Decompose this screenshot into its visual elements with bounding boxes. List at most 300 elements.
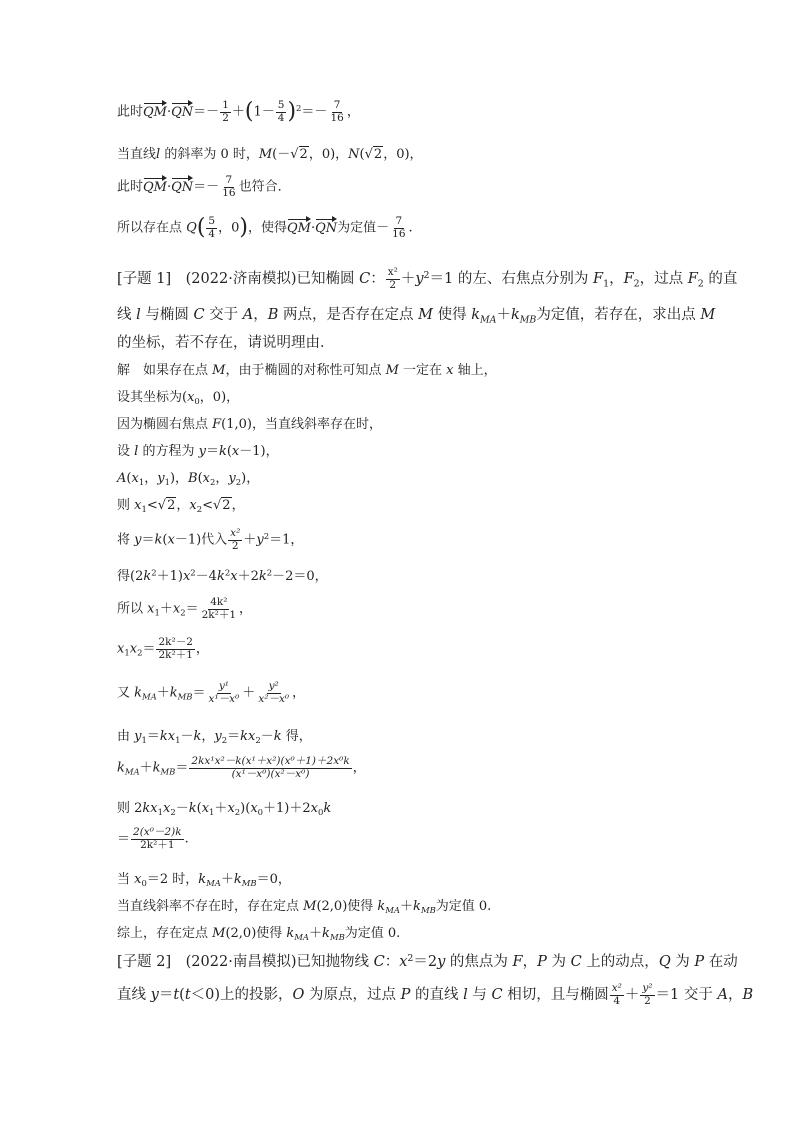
- fraction: [640, 983, 654, 1007]
- text: (: [226, 444, 232, 459]
- text: 解 如果存在点: [117, 363, 213, 378]
- var: C: [193, 307, 205, 323]
- var: k: [413, 899, 421, 914]
- text: ＝: [185, 601, 199, 617]
- solution-line: [117, 440, 279, 459]
- denominator: 2: [644, 994, 651, 1007]
- text: －4: [195, 569, 217, 584]
- sqrt: √2: [212, 498, 231, 513]
- text: 所以: [117, 601, 148, 617]
- text: (: [162, 532, 168, 548]
- var: k: [198, 872, 207, 887]
- text: ＋: [156, 685, 170, 701]
- var: x: [446, 363, 454, 378]
- text: ：: [370, 271, 385, 288]
- text: 得(2: [117, 569, 144, 584]
- var: F: [687, 271, 698, 288]
- vector-qm: QM: [143, 177, 167, 195]
- text: 一定在: [398, 363, 447, 378]
- var: kx: [142, 801, 158, 816]
- denominator: x²－x⁰: [258, 692, 290, 705]
- vector-qm: QM: [143, 102, 167, 120]
- var: k: [510, 307, 520, 323]
- subscript: 0: [194, 395, 200, 406]
- solution-line: [117, 467, 259, 487]
- text: 设其坐标为(: [117, 390, 188, 405]
- var: x: [117, 641, 125, 657]
- text: ＋: [400, 271, 416, 288]
- var: l: [463, 987, 468, 1004]
- var: y: [134, 532, 142, 548]
- var: kx: [159, 729, 176, 744]
- var: B: [267, 307, 279, 323]
- numerator: 2(x⁰－2)k: [133, 826, 182, 838]
- text: ，: [352, 760, 366, 776]
- subscript: 1: [124, 647, 130, 658]
- fraction: [610, 983, 624, 1007]
- var: x: [189, 498, 197, 513]
- text: ，0: [218, 220, 240, 236]
- var: N: [348, 147, 360, 162]
- subproblem-1-line2: [117, 303, 715, 325]
- var: x: [182, 569, 191, 584]
- subscript: 2: [180, 607, 186, 618]
- text: ＋: [220, 872, 234, 887]
- exponent: 2: [190, 567, 196, 578]
- text: [子题 1] (2022·济南模拟)已知椭圆: [117, 271, 360, 288]
- text: ，使得: [247, 220, 287, 236]
- var: F: [212, 417, 222, 432]
- var: A: [117, 471, 127, 486]
- text: 交于: [204, 307, 243, 323]
- text: ＝: [158, 987, 174, 1004]
- text: 当直线斜率不存在时，存在定点: [117, 899, 304, 914]
- var: F: [623, 271, 634, 288]
- subscript: MB: [329, 931, 345, 942]
- line-also-fits: [117, 175, 291, 199]
- text: ＝: [205, 444, 219, 459]
- var: y: [150, 987, 159, 1004]
- solution-line: [117, 528, 303, 552]
- text: ＋: [309, 926, 323, 941]
- var: y: [228, 471, 236, 486]
- fraction: [328, 100, 345, 124]
- vector-qn: QN: [171, 177, 193, 195]
- exponent: 2: [151, 567, 157, 578]
- text: (: [196, 801, 202, 816]
- var: M: [212, 363, 226, 378]
- text: 线: [117, 307, 137, 323]
- solution-line: [117, 565, 328, 584]
- numerator: y²: [268, 680, 279, 692]
- text: ＋2: [237, 569, 259, 584]
- var: t: [184, 987, 191, 1004]
- numerator: 1: [222, 99, 229, 111]
- text: －1)代入: [174, 532, 228, 548]
- solution-line: [117, 797, 331, 817]
- var: C: [373, 954, 385, 970]
- text: ＋: [496, 307, 511, 323]
- text: ，由于椭圆的对称性可知点: [225, 363, 386, 378]
- text: .: [408, 220, 413, 236]
- text: ，: [144, 471, 158, 486]
- text: 为原点，过点: [304, 987, 401, 1004]
- var: l: [156, 147, 161, 162]
- text: －: [175, 801, 189, 816]
- var: k: [273, 729, 282, 744]
- var: x: [187, 390, 195, 405]
- text: ：: [384, 954, 400, 970]
- exponent: 2: [407, 952, 414, 964]
- text: ·: [166, 104, 172, 120]
- var: C: [570, 954, 582, 970]
- subscript: MA: [142, 691, 157, 702]
- text: 相切，且与椭圆: [502, 987, 609, 1004]
- denominator: (x¹－x⁰)(x²－x⁰): [231, 767, 310, 780]
- var: k: [152, 760, 161, 776]
- subscript: 1: [141, 503, 147, 514]
- subscript: 2: [633, 278, 640, 290]
- numerator: 2k²－2: [158, 636, 193, 648]
- subscript: 1: [157, 806, 163, 817]
- solution-line: [117, 725, 312, 745]
- text: 设: [117, 444, 135, 459]
- text: ＜0)上的投影，: [190, 987, 293, 1004]
- denominator: 16: [330, 111, 344, 124]
- paren: ): [239, 215, 248, 241]
- text: ，: [176, 498, 190, 513]
- text: (: [359, 147, 365, 162]
- var: O: [292, 987, 305, 1004]
- denominator: 2: [231, 539, 239, 552]
- solution-line: [117, 637, 209, 661]
- text: 直线: [117, 987, 151, 1004]
- text: ＝: [142, 641, 156, 657]
- subscript: 2: [235, 476, 242, 487]
- text: ＝1 交于: [655, 987, 718, 1004]
- paren: ): [287, 99, 297, 125]
- var: x: [167, 532, 175, 548]
- vector-qn: QN: [171, 102, 193, 120]
- var: k: [322, 926, 330, 941]
- text: 的方程为: [138, 444, 199, 459]
- radicand: 2: [373, 147, 383, 162]
- solution-line: [117, 681, 305, 705]
- text: 当: [117, 872, 135, 887]
- text: )，: [241, 471, 260, 486]
- subproblem-1-statement: [117, 267, 737, 291]
- var: k: [216, 569, 225, 584]
- text: 此时: [117, 104, 144, 120]
- denominator: 4: [208, 227, 216, 240]
- text: 又: [117, 685, 135, 701]
- exponent: 2: [224, 567, 231, 578]
- text: 因为椭圆右焦点: [117, 417, 213, 432]
- numerator: 7: [225, 174, 233, 186]
- numerator: 5: [277, 99, 285, 111]
- fraction: [390, 216, 407, 240]
- exponent: 2: [266, 567, 273, 578]
- text: 将: [117, 532, 135, 548]
- text: ＋: [624, 987, 640, 1004]
- numerator: x²: [230, 527, 241, 539]
- fraction: [207, 681, 242, 705]
- var: k: [169, 685, 178, 701]
- var: x: [131, 471, 139, 486]
- text: ，: [346, 104, 360, 120]
- denominator: 2: [222, 111, 229, 124]
- var: P: [694, 954, 705, 970]
- fraction: [206, 216, 217, 240]
- text: ＋: [159, 601, 173, 617]
- numerator: 4k²: [210, 596, 228, 608]
- text: ，: [522, 954, 538, 970]
- var: k: [286, 926, 295, 941]
- text: ＋: [242, 685, 256, 701]
- radicand: 2: [222, 498, 231, 513]
- text: .: [184, 831, 189, 847]
- text: ＝2: [413, 954, 438, 970]
- subscript: MA: [294, 931, 310, 942]
- text: ，: [201, 729, 215, 744]
- subscript: MA: [480, 314, 497, 326]
- text: 为定值 0.: [435, 899, 492, 914]
- subscript: 0: [318, 806, 324, 817]
- text: 为: [546, 954, 571, 970]
- var: y: [134, 729, 142, 744]
- text: ，过点: [639, 271, 688, 288]
- text: (: [126, 471, 132, 486]
- fraction: [386, 267, 400, 291]
- fraction: [228, 528, 242, 552]
- subscript: MA: [124, 766, 140, 777]
- var: x: [250, 801, 258, 816]
- var: A: [717, 987, 728, 1004]
- radicand: 2: [167, 498, 176, 513]
- text: )(: [240, 801, 251, 816]
- text: ＝－: [193, 179, 220, 195]
- fraction: [189, 756, 351, 780]
- text: 轴上，: [453, 363, 497, 378]
- text: (: [197, 471, 203, 486]
- var: l: [136, 307, 141, 323]
- subscript: 2: [170, 806, 176, 817]
- var: F: [512, 954, 523, 970]
- text: ＝0，: [256, 872, 291, 887]
- var: Q: [658, 954, 671, 970]
- subscript: 1: [209, 806, 215, 817]
- numerator: x²: [387, 266, 398, 278]
- subproblem-2-line2: [117, 983, 753, 1007]
- subscript: MB: [177, 691, 193, 702]
- var: x: [163, 801, 171, 816]
- subproblem-2-statement: [117, 950, 738, 971]
- var: x: [147, 601, 155, 617]
- text: ＝－: [301, 104, 328, 120]
- text: ，: [239, 601, 253, 617]
- text: ＋: [231, 104, 245, 120]
- numerator: 7: [395, 215, 403, 227]
- var: M: [385, 363, 399, 378]
- fraction: [220, 100, 231, 124]
- text: ，: [292, 685, 306, 701]
- numerator: y²: [642, 982, 653, 994]
- var: A: [242, 307, 254, 323]
- text: ＝: [227, 729, 241, 744]
- var: y: [415, 271, 424, 288]
- text: 的直: [703, 271, 738, 288]
- numerator: 5: [208, 215, 216, 227]
- var: C: [359, 271, 371, 288]
- subscript: 0: [257, 806, 264, 817]
- subscript: 1: [141, 734, 147, 745]
- var: k: [143, 569, 152, 584]
- text: 为: [670, 954, 695, 970]
- solution-line: [117, 413, 382, 432]
- denominator: 2k²＋1: [158, 648, 193, 661]
- text: ＝: [192, 685, 206, 701]
- text: －2＝0，: [272, 569, 328, 584]
- var: t: [173, 987, 180, 1004]
- text: [子题 2] (2022·南昌模拟)已知抛物线: [117, 954, 374, 970]
- var: k: [233, 872, 242, 887]
- var: x: [134, 872, 142, 887]
- var: y: [157, 471, 165, 486]
- text: 当直线: [117, 147, 157, 162]
- solution-intro: [117, 359, 497, 378]
- text: ·: [166, 179, 172, 195]
- solution-line: [117, 494, 245, 514]
- denominator: 2: [389, 278, 397, 291]
- sqrt: √2: [157, 498, 176, 513]
- fraction: [256, 681, 291, 705]
- exponent: 2: [296, 102, 302, 113]
- var: l: [134, 444, 139, 459]
- text: 与: [467, 987, 492, 1004]
- text: 的坐标，若不存在，请说明理由．: [117, 335, 335, 351]
- text: ，0)，: [199, 390, 240, 405]
- text: －: [180, 729, 194, 744]
- var: k: [193, 729, 202, 744]
- var: y: [198, 444, 206, 459]
- subscript: MB: [420, 904, 436, 915]
- text: 为定值 0.: [344, 926, 401, 941]
- var: M: [418, 307, 434, 323]
- denominator: 16: [392, 227, 406, 240]
- text: )，: [169, 471, 189, 486]
- var: C: [491, 987, 503, 1004]
- var: x: [134, 498, 142, 513]
- text: －1)，: [239, 444, 279, 459]
- var: k: [323, 801, 332, 816]
- var: x: [231, 444, 240, 459]
- text: ，: [215, 471, 229, 486]
- subscript: MA: [385, 904, 401, 915]
- text: (: [179, 987, 185, 1004]
- text: 上的动点，: [581, 954, 659, 970]
- text: 的焦点为: [445, 954, 513, 970]
- text: ·: [310, 220, 316, 236]
- text: ＝－: [193, 104, 220, 120]
- var: Q: [186, 220, 197, 236]
- solution-line: [117, 386, 239, 406]
- subscript: 2: [255, 734, 261, 745]
- paren: (: [196, 215, 206, 241]
- var: k: [154, 532, 163, 548]
- var: x: [310, 801, 318, 816]
- var: F: [593, 271, 604, 288]
- subscript: MB: [160, 766, 176, 777]
- paren: (: [244, 99, 254, 125]
- text: <: [202, 498, 213, 513]
- subscript: 2: [221, 734, 228, 745]
- text: ，: [231, 498, 245, 513]
- subscript: MB: [519, 314, 537, 326]
- text: ，0)，: [308, 147, 349, 162]
- text: 也符合．: [238, 179, 291, 195]
- numerator: 7: [333, 99, 341, 111]
- text: 综上，存在定点: [117, 926, 213, 941]
- text: 与椭圆: [140, 307, 194, 323]
- text: 为定值，若存在，求出点: [536, 307, 701, 323]
- var: k: [134, 685, 143, 701]
- subscript: 0: [141, 877, 147, 888]
- var: x: [230, 569, 238, 584]
- var: B: [188, 471, 198, 486]
- text: 在动: [704, 954, 738, 970]
- solution-line: [117, 756, 366, 780]
- denominator: 2k²＋1: [201, 608, 237, 621]
- var: y: [256, 532, 264, 548]
- subscript: 2: [234, 806, 241, 817]
- text: ，: [727, 987, 743, 1004]
- solution-line: [117, 895, 491, 915]
- fraction: [220, 175, 237, 199]
- var: M: [303, 899, 317, 914]
- text: 的直线: [410, 987, 464, 1004]
- vector-qm: QM: [287, 218, 311, 236]
- text: (2,0)使得: [225, 926, 287, 941]
- var: M: [258, 147, 273, 162]
- var: k: [218, 444, 227, 459]
- exponent: 2: [423, 269, 430, 281]
- text: ＝: [175, 760, 189, 776]
- var: x: [202, 471, 210, 486]
- var: M: [700, 307, 716, 323]
- exponent: 2: [263, 530, 270, 541]
- text: 此时: [117, 179, 144, 195]
- var: k: [377, 899, 386, 914]
- text: (－: [272, 147, 291, 162]
- text: ＝1，: [269, 532, 304, 548]
- text: (1,0)，当直线斜率存在时，: [221, 417, 382, 432]
- text: 为定值－: [337, 220, 390, 236]
- fraction: [156, 637, 194, 661]
- subscript: 1: [154, 607, 160, 618]
- text: 则: [117, 498, 135, 513]
- var: y: [214, 729, 222, 744]
- text: 得，: [281, 729, 312, 744]
- subscript: 1: [175, 734, 181, 745]
- fraction: [200, 597, 238, 621]
- var: k: [258, 569, 267, 584]
- denominator: 16: [222, 186, 236, 199]
- solution-line: [117, 868, 291, 888]
- solution-line: [117, 597, 252, 621]
- text: ＋: [243, 532, 257, 548]
- subscript: 2: [137, 647, 143, 658]
- text: ＝: [141, 532, 155, 548]
